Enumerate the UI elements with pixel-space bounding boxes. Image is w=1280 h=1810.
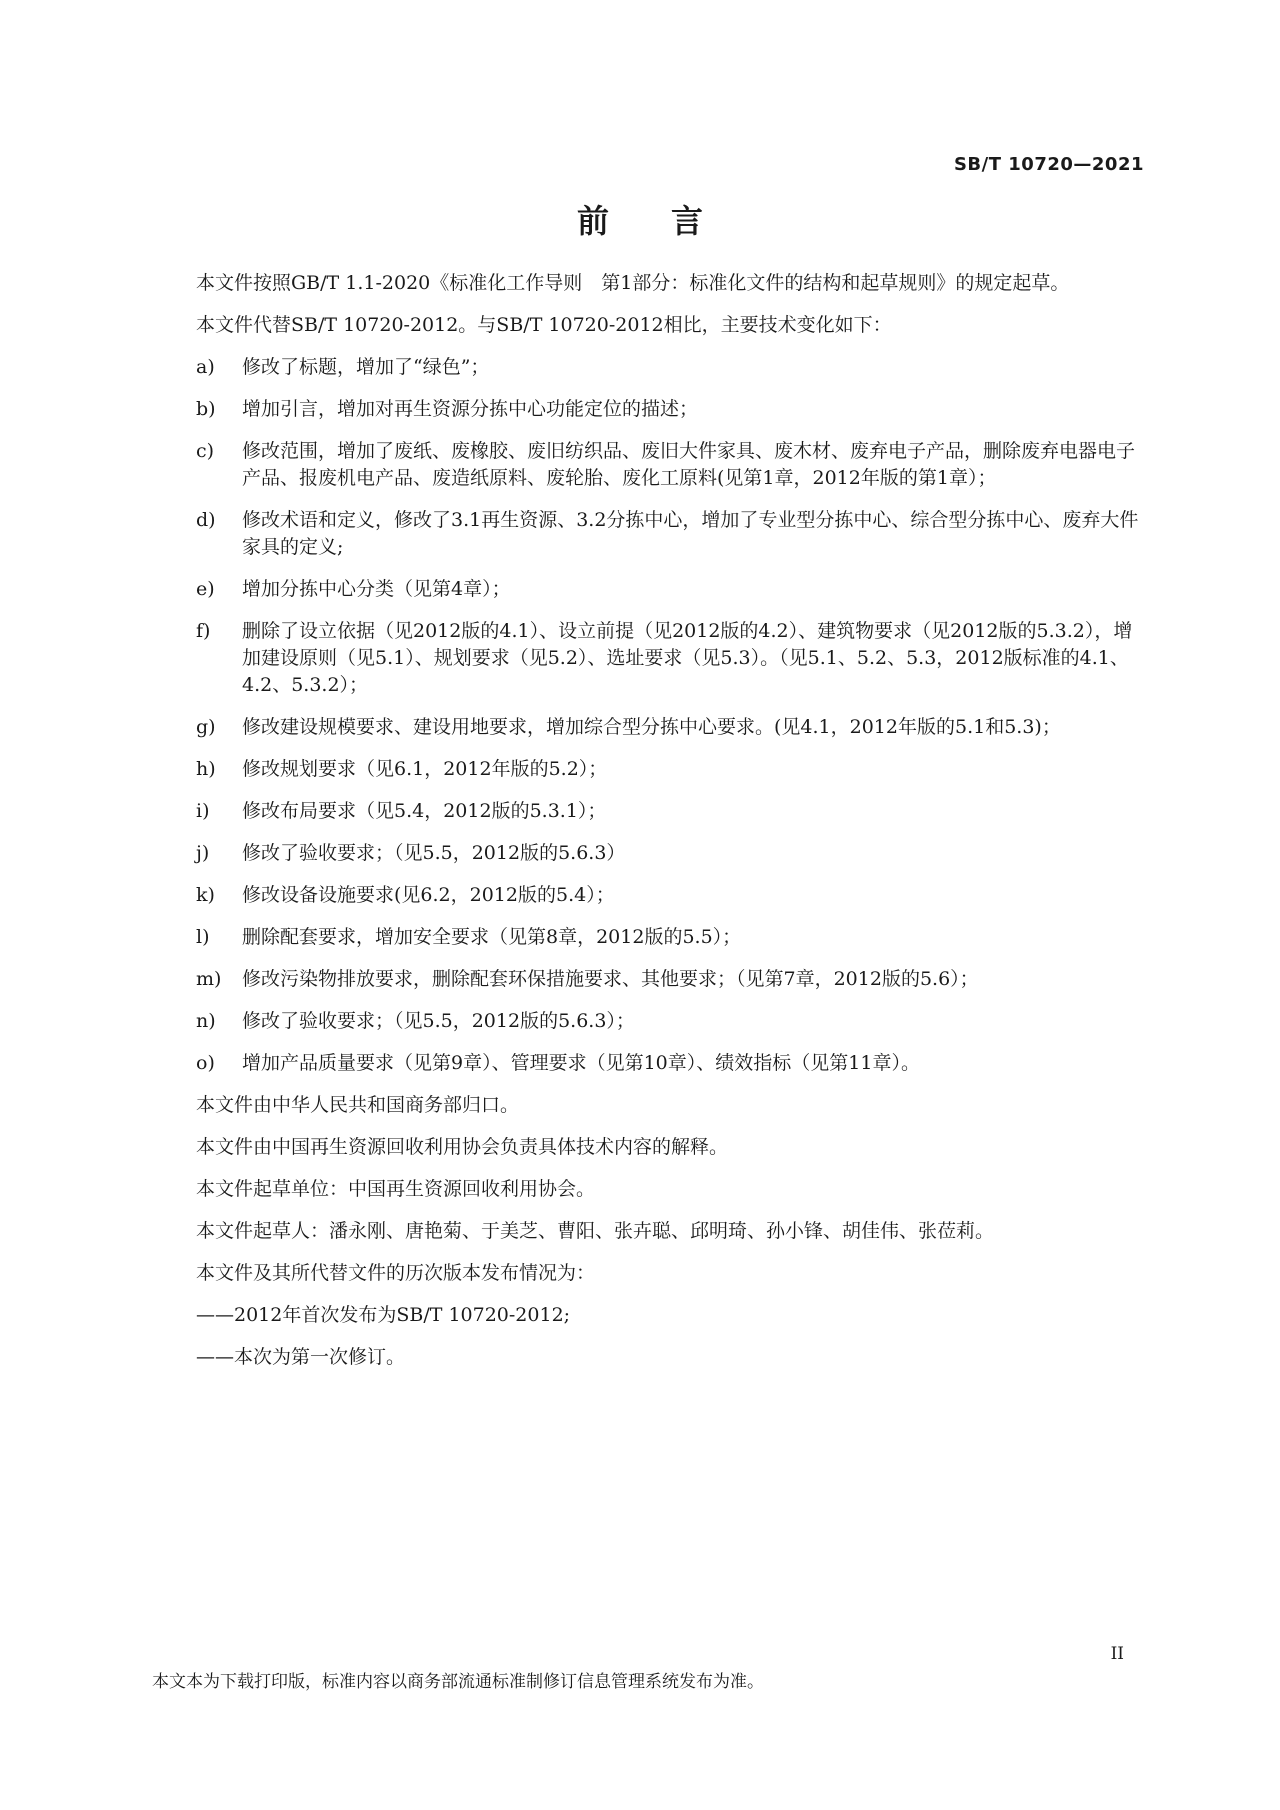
list-marker: l) [196, 926, 210, 948]
list-marker: i) [196, 800, 210, 822]
list-marker: b) [196, 398, 216, 420]
list-item [152, 966, 1148, 993]
list-item-text: 修改了标题，增加了“绿色”； [242, 356, 490, 378]
list-item-text: 修改了验收要求；（见5.5，2012版的5.6.3）； [242, 1010, 635, 1032]
list-marker: h) [196, 758, 216, 780]
list-marker: o) [196, 1052, 215, 1074]
closing-paragraph: 本文件及其所代替文件的历次版本发布情况为： [196, 1262, 596, 1284]
page-title: 前言 [576, 202, 765, 240]
list-item [152, 396, 1148, 423]
list-item [152, 714, 1148, 741]
closing-paragraph: 本文件起草单位：中国再生资源回收利用协会。 [196, 1178, 596, 1200]
closing-paragraph: 本文件由中华人民共和国商务部归口。 [196, 1094, 520, 1116]
list-marker: g) [196, 716, 216, 738]
list-item [152, 354, 1148, 381]
changes-list [152, 354, 1148, 1077]
list-item [152, 1050, 1148, 1077]
intro-paragraph: 本文件按照GB/T 1.1-2020《标准化工作导则 第1部分：标准化文件的结构和起草规则》的规定起草。 [196, 272, 1070, 294]
list-item-text: 修改范围，增加了废纸、废橡胶、废旧纺织品、废旧大件家具、废木材、废弃电子产品，删除废弃电器电子产品、报废机电产品、废造纸原料、废轮胎、废化工原料(见第1章，2012年版的第1章）； [242, 440, 1136, 489]
closing-paragraph: 本文件起草人：潘永刚、唐艳菊、于美芝、曹阳、张卉聪、邱明琦、孙小锋、胡佳伟、张莅莉。 [196, 1220, 995, 1242]
list-marker: j) [196, 842, 210, 864]
list-item-text: 增加产品质量要求（见第9章）、管理要求（见第10章）、绩效指标（见第11章）。 [242, 1052, 920, 1074]
version-history-item: ——本次为第一次修订。 [196, 1346, 406, 1368]
intro-paragraph: 本文件代替SB/T 10720-2012。与SB/T 10720-2012相比，主要技术变化如下： [196, 314, 892, 336]
list-item-text: 修改设备设施要求(见6.2，2012版的5.4）； [242, 884, 615, 906]
list-marker: a) [196, 356, 215, 378]
list-item [152, 1008, 1148, 1035]
list-item [152, 576, 1148, 603]
list-item-text: 删除了设立依据（见2012版的4.1）、设立前提（见2012版的4.2）、建筑物要求（见2012版的5.3.2），增加建设原则（见5.1）、规划要求（见5.2）、选址要求（见5.3）。（见5.1、5.2、5.3，2012版标准的4.1、4.2、5.3.2）； [242, 620, 1133, 696]
closing-paragraph: 本文件由中国再生资源回收利用协会负责具体技术内容的解释。 [196, 1136, 729, 1158]
list-item-text: 增加引言，增加对再生资源分拣中心功能定位的描述； [242, 398, 699, 420]
list-item-text: 修改了验收要求；（见5.5，2012版的5.6.3） [242, 842, 626, 864]
list-item [152, 756, 1148, 783]
list-item-text: 修改术语和定义，修改了3.1再生资源、3.2分拣中心，增加了专业型分拣中心、综合型分拣中心、废弃大件家具的定义; [242, 509, 1139, 558]
list-item [152, 618, 1148, 699]
footer-note: 本文本为下载打印版，标准内容以商务部流通标准制修订信息管理系统发布为准。 [152, 1672, 764, 1692]
list-item-text: 增加分拣中心分类（见第4章）； [242, 578, 511, 600]
version-history-item: ——2012年首次发布为SB/T 10720-2012; [196, 1304, 571, 1326]
list-marker: m) [196, 968, 222, 990]
list-marker: k) [196, 884, 215, 906]
list-marker: e) [196, 578, 215, 600]
list-item [152, 438, 1148, 492]
list-item-text: 修改污染物排放要求，删除配套环保措施要求、其他要求；（见第7章，2012版的5.6）； [242, 968, 979, 990]
list-item [152, 798, 1148, 825]
list-item [152, 840, 1148, 867]
list-item [152, 882, 1148, 909]
list-item [152, 924, 1148, 951]
list-item-text: 修改规划要求（见6.1，2012年版的5.2）； [242, 758, 608, 780]
list-item-text: 删除配套要求，增加安全要求（见第8章，2012版的5.5）； [242, 926, 742, 948]
list-item-text: 修改布局要求（见5.4，2012版的5.3.1）； [242, 800, 607, 822]
list-marker: c) [196, 440, 215, 462]
list-marker: n) [196, 1010, 216, 1032]
list-item-text: 修改建设规模要求、建设用地要求，增加综合型分拣中心要求。(见4.1，2012年版的5.1和5.3)； [242, 716, 1061, 738]
list-marker: d) [196, 509, 216, 531]
foreword-body [152, 270, 1148, 1386]
page-number: II [1110, 1644, 1124, 1664]
list-marker: f) [196, 620, 211, 642]
standard-code: SB/T 10720—2021 [953, 154, 1144, 175]
list-item [152, 507, 1148, 561]
